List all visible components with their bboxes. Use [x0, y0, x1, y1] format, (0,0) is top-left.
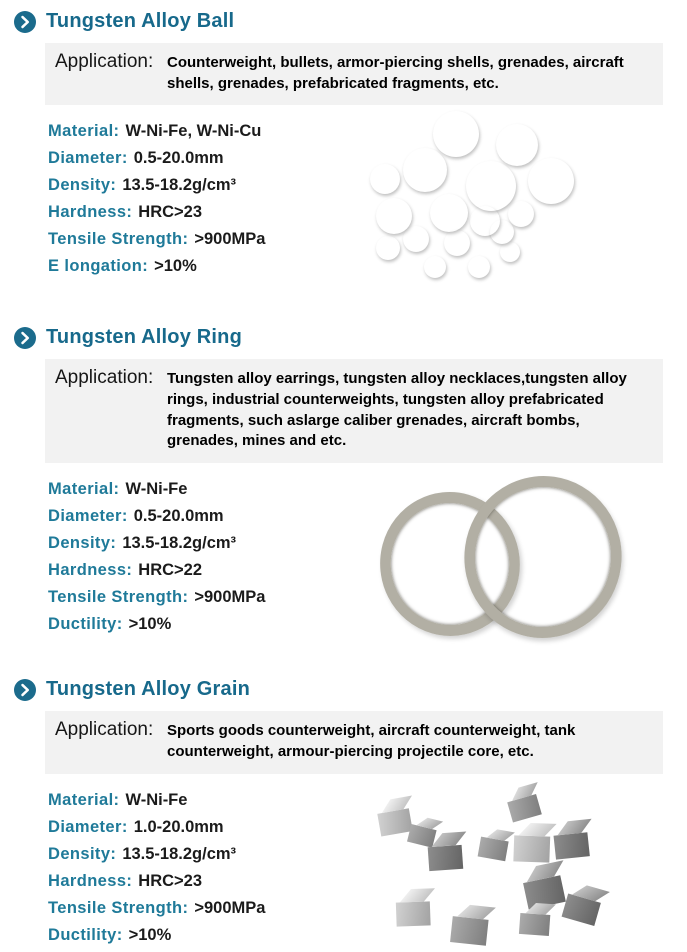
application-label: Application:: [55, 719, 154, 741]
sphere-shape: [466, 161, 516, 211]
sphere-shape: [468, 256, 490, 278]
application-text: Tungsten alloy earrings, tungsten alloy necklaces,tungsten alloy rings, industrial counterweights, tungsten alloy prefabricated fragments, such aslarge caliber grenades, aircraft bombs, grenades, mines and etc.: [167, 370, 627, 450]
chevron-right-circle-icon: [14, 679, 36, 701]
chevron-right-circle-icon: [14, 11, 36, 33]
ball-photo: [348, 106, 658, 301]
sphere-shape: [403, 226, 429, 252]
application-box: [45, 711, 663, 773]
spec-material: Material: W-Ni-Fe: [48, 480, 188, 499]
spec-hardness: Hardness: HRC>23: [48, 203, 203, 222]
cube-shape: [375, 796, 413, 836]
application-label: Application:: [55, 51, 154, 72]
application-text: Sports goods counterweight, aircraft counterweight, tank counterweight, armour-piercing projectile core, etc.: [167, 722, 576, 760]
sphere-shape: [496, 124, 538, 166]
spec-density: Density: 13.5-18.2g/cm³: [48, 534, 237, 553]
spec-density: Density: 13.5-18.2g/cm³: [48, 176, 237, 195]
cube-shape: [513, 822, 550, 862]
spec-ductility: Ductility: >10%: [48, 925, 172, 944]
application-box: [45, 43, 663, 105]
cube-shape: [450, 903, 490, 946]
section-header: [14, 678, 687, 701]
cube-shape: [552, 819, 590, 859]
sphere-shape: [433, 111, 479, 157]
page-title: Tungsten Alloy Ball: [46, 10, 235, 32]
chevron-right-circle-icon: [14, 327, 36, 349]
sphere-shape: [403, 148, 447, 192]
ring-photo: [370, 474, 670, 646]
spec-tensile-strength: Tensile Strength: >900MPa: [48, 898, 266, 917]
section-header: [14, 10, 687, 33]
spec-ductility: Ductility: >10%: [48, 615, 172, 634]
spec-material: Material: W-Ni-Fe: [48, 790, 188, 809]
spec-elongation: E longation: >10%: [48, 257, 197, 276]
sphere-shape: [508, 201, 534, 227]
sphere-shape: [376, 236, 400, 260]
application-text: Counterweight, bullets, armor-piercing shells, grenades, aircraft shells, grenades, prefabricated fragments, etc.: [167, 54, 624, 92]
cube-shape: [395, 888, 430, 926]
section-tungsten-alloy-ring: [0, 326, 687, 648]
spec-hardness: Hardness: HRC>22: [48, 561, 203, 580]
sphere-shape: [424, 256, 446, 278]
spec-density: Density: 13.5-18.2g/cm³: [48, 844, 237, 863]
sphere-shape: [500, 242, 520, 262]
content-row: [48, 118, 687, 300]
sphere-shape: [528, 158, 574, 204]
cube-shape: [427, 831, 463, 870]
spec-tensile-strength: Tensile Strength: >900MPa: [48, 230, 266, 249]
content-row: [48, 476, 687, 648]
page-title: Tungsten Alloy Grain: [46, 678, 251, 701]
spec-hardness: Hardness: HRC>23: [48, 871, 203, 890]
content-row: [48, 787, 687, 952]
sphere-shape: [444, 230, 470, 256]
page-title: Tungsten Alloy Ring: [46, 326, 243, 349]
spec-diameter: Diameter: 0.5-20.0mm: [48, 507, 224, 526]
spec-tensile-strength: Tensile Strength: >900MPa: [48, 588, 266, 607]
cube-shape: [504, 783, 542, 822]
cube-shape: [478, 826, 511, 860]
spec-diameter: Diameter: 1.0-20.0mm: [48, 817, 224, 836]
cube-shape: [562, 881, 605, 926]
sphere-shape: [430, 194, 468, 232]
section-header: [14, 326, 687, 349]
section-tungsten-alloy-ball: [0, 10, 687, 300]
section-tungsten-alloy-grain: [0, 678, 687, 951]
spec-diameter: Diameter: 0.5-20.0mm: [48, 149, 224, 168]
spec-material: Material: W-Ni-Fe, W-Ni-Cu: [48, 122, 262, 141]
grain-photo: [340, 773, 670, 948]
sphere-shape: [370, 164, 400, 194]
cube-shape: [519, 901, 551, 935]
application-label: Application:: [55, 367, 154, 389]
sphere-shape: [490, 220, 514, 244]
application-box: [45, 359, 663, 463]
